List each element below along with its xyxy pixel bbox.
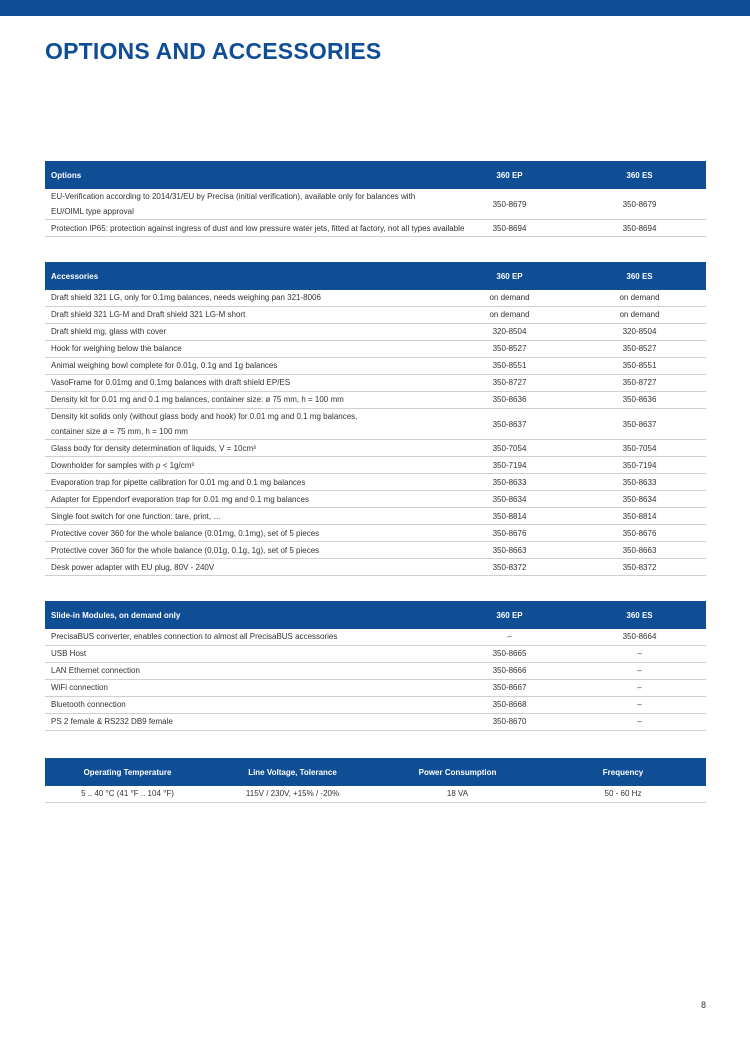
item-number-ep: 350-8679 bbox=[446, 189, 573, 220]
item-description: Protective cover 360 for the whole balance (0.01g, 0.1g, 1g), set of 5 pieces bbox=[45, 542, 446, 559]
item-description: Hook for weighing below the balance bbox=[45, 341, 446, 358]
item-description: USB Host bbox=[45, 646, 446, 663]
table-row bbox=[45, 358, 706, 375]
item-number-es: 320-8504 bbox=[573, 324, 706, 341]
table-row bbox=[45, 457, 706, 474]
item-number-ep: 320-8504 bbox=[446, 324, 573, 341]
table-header-row bbox=[45, 758, 706, 786]
column-header: Slide-in Modules, on demand only bbox=[45, 601, 446, 629]
item-description: Draft shield 321 LG-M and Draft shield 321 LG-M short bbox=[45, 307, 446, 324]
table-row bbox=[45, 508, 706, 525]
column-header: Frequency bbox=[540, 758, 706, 786]
item-number-es: 350-8814 bbox=[573, 508, 706, 525]
item-description: Animal weighing bowl complete for 0.01g, 0.1g and 1g balances bbox=[45, 358, 446, 375]
item-number-ep: 350-8670 bbox=[446, 714, 573, 731]
item-number-es: 350-8634 bbox=[573, 491, 706, 508]
item-number-es: 350-7054 bbox=[573, 440, 706, 457]
column-header: Operating Temperature bbox=[45, 758, 210, 786]
top-bar bbox=[0, 0, 750, 16]
item-description: Protection IP65: protection against ingress of dust and low pressure water jets, fitted at factory, not all types available bbox=[45, 220, 446, 237]
environment-table bbox=[45, 758, 706, 803]
item-number-es: 350-8636 bbox=[573, 392, 706, 409]
item-number-ep: 350-8527 bbox=[446, 341, 573, 358]
table-row bbox=[45, 409, 706, 440]
item-number-ep: 350-8634 bbox=[446, 491, 573, 508]
item-description: LAN Ethernet connection bbox=[45, 663, 446, 680]
column-header: Accessories bbox=[45, 262, 446, 290]
item-description: EU-Verification according to 2014/31/EU by Precisa (initial verification), available only for balances with EU/OIML type approval bbox=[45, 189, 446, 220]
power-consumption: 18 VA bbox=[375, 786, 540, 803]
table-row bbox=[45, 491, 706, 508]
table-row bbox=[45, 189, 706, 220]
column-header: 360 ES bbox=[573, 601, 706, 629]
table-row bbox=[45, 542, 706, 559]
item-number-ep: 350-7054 bbox=[446, 440, 573, 457]
item-number-ep: 350-8551 bbox=[446, 358, 573, 375]
table-row bbox=[45, 786, 706, 803]
item-number-es: – bbox=[573, 697, 706, 714]
item-number-es: – bbox=[573, 646, 706, 663]
item-number-ep: on demand bbox=[446, 307, 573, 324]
table-row bbox=[45, 663, 706, 680]
item-number-es: on demand bbox=[573, 290, 706, 307]
item-number-ep: 350-8665 bbox=[446, 646, 573, 663]
item-description: Protective cover 360 for the whole balance (0.01mg, 0.1mg), set of 5 pieces bbox=[45, 525, 446, 542]
table-row bbox=[45, 392, 706, 409]
item-number-es: 350-8676 bbox=[573, 525, 706, 542]
item-description: Density kit for 0.01 mg and 0.1 mg balances, container size: ø 75 mm, h = 100 mm bbox=[45, 392, 446, 409]
item-description: Draft shield mg, glass with cover bbox=[45, 324, 446, 341]
column-header: 360 EP bbox=[446, 161, 573, 189]
item-number-es: 350-8633 bbox=[573, 474, 706, 491]
table-header-row bbox=[45, 161, 706, 189]
item-description: PrecisaBUS converter, enables connection to almost all PrecisaBUS accessories bbox=[45, 629, 446, 646]
item-description: Desk power adapter with EU plug, 80V - 240V bbox=[45, 559, 446, 576]
table-row bbox=[45, 324, 706, 341]
table-row bbox=[45, 525, 706, 542]
item-number-es: 350-8637 bbox=[573, 409, 706, 440]
column-header: 360 EP bbox=[446, 601, 573, 629]
line-voltage: 115V / 230V, +15% / -20% bbox=[210, 786, 375, 803]
item-description: Glass body for density determination of liquids, V = 10cm³ bbox=[45, 440, 446, 457]
table-row bbox=[45, 629, 706, 646]
item-number-es: 350-8727 bbox=[573, 375, 706, 392]
frequency: 50 - 60 Hz bbox=[540, 786, 706, 803]
table-row bbox=[45, 714, 706, 731]
item-number-es: 350-8551 bbox=[573, 358, 706, 375]
item-number-ep: 350-8666 bbox=[446, 663, 573, 680]
item-number-ep: 350-8637 bbox=[446, 409, 573, 440]
item-number-es: – bbox=[573, 663, 706, 680]
item-description: PS 2 female & RS232 DB9 female bbox=[45, 714, 446, 731]
column-header: 360 ES bbox=[573, 262, 706, 290]
item-number-es: – bbox=[573, 680, 706, 697]
item-number-es: on demand bbox=[573, 307, 706, 324]
accessories-table bbox=[45, 262, 706, 576]
item-number-es: 350-7194 bbox=[573, 457, 706, 474]
item-number-es: – bbox=[573, 714, 706, 731]
item-number-ep: 350-8667 bbox=[446, 680, 573, 697]
item-description: WiFi connection bbox=[45, 680, 446, 697]
table-header-row bbox=[45, 262, 706, 290]
column-header: 360 EP bbox=[446, 262, 573, 290]
item-description: VasoFrame for 0.01mg and 0.1mg balances with draft shield EP/ES bbox=[45, 375, 446, 392]
page-number: 8 bbox=[700, 1000, 706, 1010]
table-row bbox=[45, 697, 706, 714]
modules-table bbox=[45, 601, 706, 731]
column-header: Power Consumption bbox=[375, 758, 540, 786]
item-number-es: 350-8527 bbox=[573, 341, 706, 358]
item-description: Evaporation trap for pipette calibration for 0.01 mg and 0.1 mg balances bbox=[45, 474, 446, 491]
table-header-row bbox=[45, 601, 706, 629]
item-description: Density kit solids only (without glass body and hook) for 0.01 mg and 0.1 mg balances, container size ø = 75 mm, h = 100 mm bbox=[45, 409, 446, 440]
item-description: Draft shield 321 LG, only for 0.1mg balances, needs weighing pan 321-8006 bbox=[45, 290, 446, 307]
column-header: Options bbox=[45, 161, 446, 189]
item-description: Adapter for Eppendorf evaporation trap for 0.01 mg and 0.1 mg balances bbox=[45, 491, 446, 508]
item-number-es: 350-8694 bbox=[573, 220, 706, 237]
table-row bbox=[45, 440, 706, 457]
table-row bbox=[45, 341, 706, 358]
table-row bbox=[45, 646, 706, 663]
table-row bbox=[45, 290, 706, 307]
column-header: 360 ES bbox=[573, 161, 706, 189]
table-row bbox=[45, 474, 706, 491]
item-number-ep: on demand bbox=[446, 290, 573, 307]
item-number-ep: 350-8694 bbox=[446, 220, 573, 237]
item-number-ep: 350-8727 bbox=[446, 375, 573, 392]
item-number-ep: – bbox=[446, 629, 573, 646]
item-number-es: 350-8664 bbox=[573, 629, 706, 646]
table-row bbox=[45, 559, 706, 576]
item-description: Bluetooth connection bbox=[45, 697, 446, 714]
item-number-es: 350-8663 bbox=[573, 542, 706, 559]
item-number-ep: 350-8636 bbox=[446, 392, 573, 409]
item-number-ep: 350-8372 bbox=[446, 559, 573, 576]
column-header: Line Voltage, Tolerance bbox=[210, 758, 375, 786]
item-number-ep: 350-8676 bbox=[446, 525, 573, 542]
table-row bbox=[45, 307, 706, 324]
item-number-ep: 350-8633 bbox=[446, 474, 573, 491]
item-number-es: 350-8372 bbox=[573, 559, 706, 576]
item-number-ep: 350-8668 bbox=[446, 697, 573, 714]
operating-temperature: 5 .. 40 °C (41 °F .. 104 °F) bbox=[45, 786, 210, 803]
item-number-es: 350-8679 bbox=[573, 189, 706, 220]
table-row bbox=[45, 680, 706, 697]
item-number-ep: 350-8663 bbox=[446, 542, 573, 559]
item-number-ep: 350-8814 bbox=[446, 508, 573, 525]
item-description: Downholder for samples with ρ < 1g/cm³ bbox=[45, 457, 446, 474]
table-row bbox=[45, 375, 706, 392]
options-table bbox=[45, 161, 706, 237]
item-number-ep: 350-7194 bbox=[446, 457, 573, 474]
page-title: OPTIONS AND ACCESSORIES bbox=[45, 38, 382, 64]
item-description: Single foot switch for one function: tare, print, … bbox=[45, 508, 446, 525]
table-row bbox=[45, 220, 706, 237]
